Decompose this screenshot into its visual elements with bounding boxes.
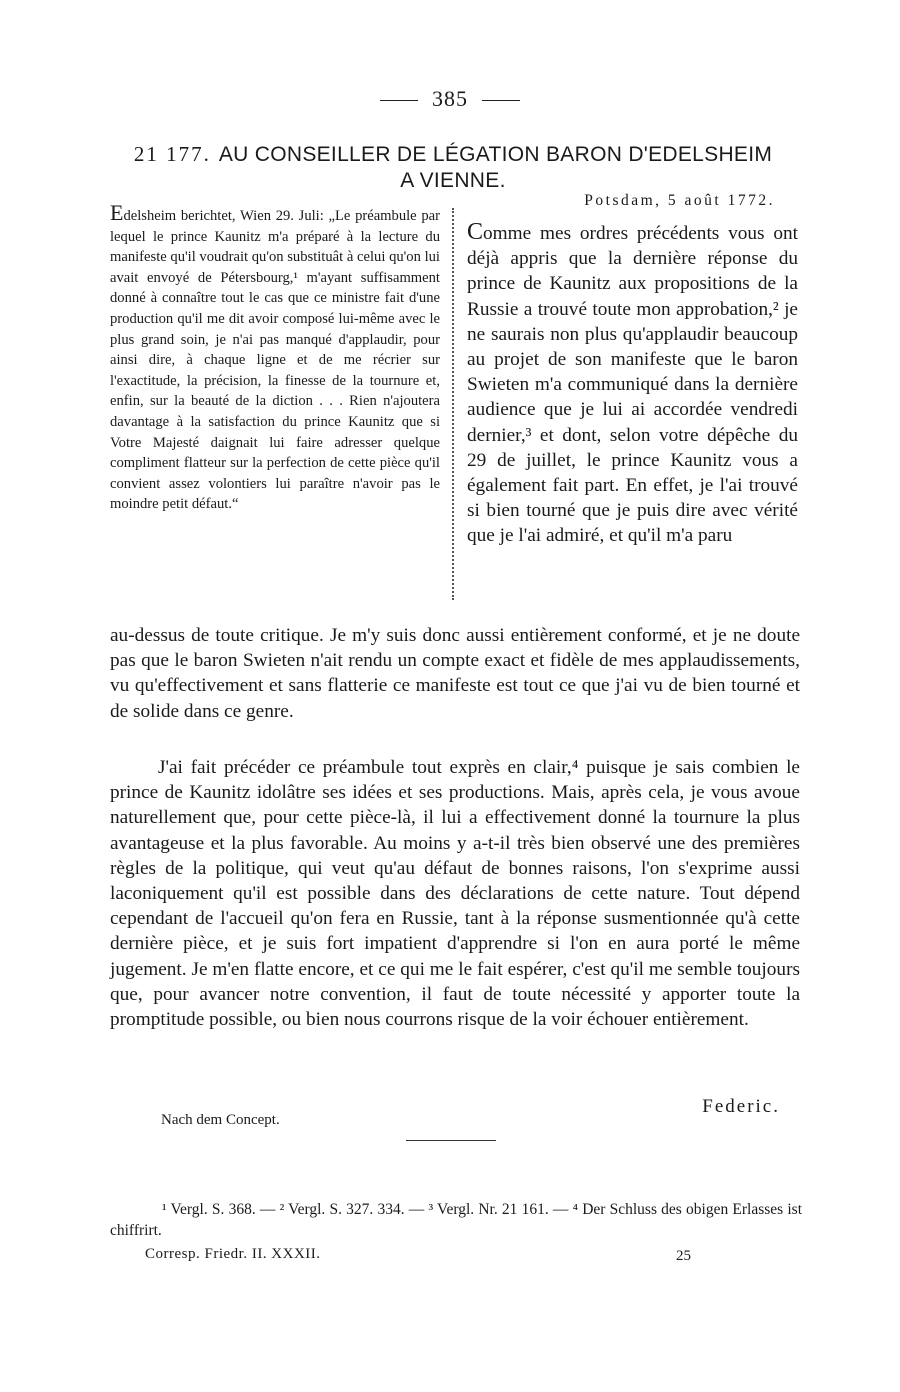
page-number-dash-right (482, 100, 520, 101)
letter-title (108, 141, 798, 194)
letter-paragraph-2: J'ai fait précéder ce préambule tout exprès en clair,⁴ puisque je sais combien le prince de Kaunitz idolâtre ses idées et ses productions. Mais, après cela, je vous avoue naturellement que, pour cette pièce-là, il lui a effectivement donné la tournure la plus avantageuse et la plus favorable. Au moins y a-t-il très bien observé une des premières règles de la politique, qui veut qu'au défaut de bonnes raisons, l'on s'exprime aussi laconiquement qu'il est possible dans des déclarations de cette nature. Tout dépend cependant de l'accueil qu'on fera en Russie, tant à la réponse susmentionnée qu'à cette dernière pièce, et je suis fort impatient d'apprendre si l'on en aura porté le même jugement. Je m'en flatte encore, et ce qui me le fait espérer, c'est qu'il me semble toujours que, pour avancer notre convention, il faut de toute nécessité y apporter toute la promptitude possible, ou bien nous courrons risque de la voir échouer entièrement. (110, 757, 800, 1031)
footer-volume: Corresp. Friedr. II. XXXII. (145, 1246, 321, 1262)
page-number-dash-left (380, 100, 418, 101)
letter-continuation: au-dessus de toute critique. Je m'y suis donc aussi entièrement conformé, et je ne doute pas que le baron Swieten n'ait rendu un compte exact et fidèle de mes applaudissements, vu qu'effectivement et sans flatterie ce manifeste est tout ce que j'ai vu de bien tourné et de solide dans ce genre. (110, 625, 800, 722)
signature: Federic. (702, 1096, 780, 1117)
title-line-2: A VIENNE. (400, 169, 506, 192)
letter-column-text (467, 220, 798, 549)
page-number (0, 86, 900, 112)
summary-text: delsheim berichtet, Wien 29. Juli: „Le préambule par lequel le prince Kaunitz m'a préparé à la lecture du manifeste qu'il voudrait qu'on substituât à celui qu'on lui avait envoyé de Pétersbourg,¹ m'ayant suffisamment donné à connaître tout le cas que ce ministre fait d'une production qu'il me dit avoir composé lui-même avec le plus grand soin, je n'ai pas manqué d'applaudir, pour ainsi dire, à chaque ligne et de me récrier sur l'exactitude, la précision, la finesse de la tournure et, enfin, sur la beauté de la diction . . . Rien n'ajoutera davantage à la satisfaction du prince Kaunitz que si Votre Majesté daignait lui faire adresser quelque compliment flatteur sur la perfection de cette pièce qu'il convient assez volontiers lui paraître n'avoir pas le moindre petit défaut.“ (110, 208, 440, 513)
letter-column-body: omme mes ordres précédents vous ont déjà appris que la dernière réponse du prince de Kaunitz aux propositions de la Russie a trouvé toute mon approbation,² je ne saurais non plus qu'applaudir beaucoup au projet de son manifeste que le baron Swieten m'a communiqué dans la dernière audience que je lui ai accordée vendredi dernier,³ et dont, selon votre dépêche du 29 de juillet, le prince Kaunitz vous a également fait part. En effet, je l'ai trouvé si bien tourné que je puis dire avec vérité que je l'ai admiré, et qu'il m'a paru (467, 223, 798, 547)
footer-signature-number: 25 (676, 1248, 691, 1264)
summary-initial: E (110, 200, 124, 225)
title-line-1 (108, 141, 798, 168)
footnote-separator (406, 1140, 496, 1141)
page-number-text: 385 (432, 86, 468, 111)
report-summary (110, 200, 440, 515)
letter-initial: C (467, 219, 484, 245)
title-line-1-text: AU CONSEILLER DE LÉGATION BARON D'EDELSHEIM (218, 143, 773, 166)
letter-number: 21 177. (133, 142, 211, 166)
dateline: Potsdam, 5 août 1772. (584, 192, 775, 209)
footnotes: ¹ Vergl. S. 368. — ² Vergl. S. 327. 334. — ³ Vergl. Nr. 21 161. — ⁴ Der Schluss des obigen Erlasses ist chiffrirt. (110, 1201, 802, 1239)
column-divider (452, 208, 454, 600)
source-note: Nach dem Concept. (161, 1112, 280, 1128)
